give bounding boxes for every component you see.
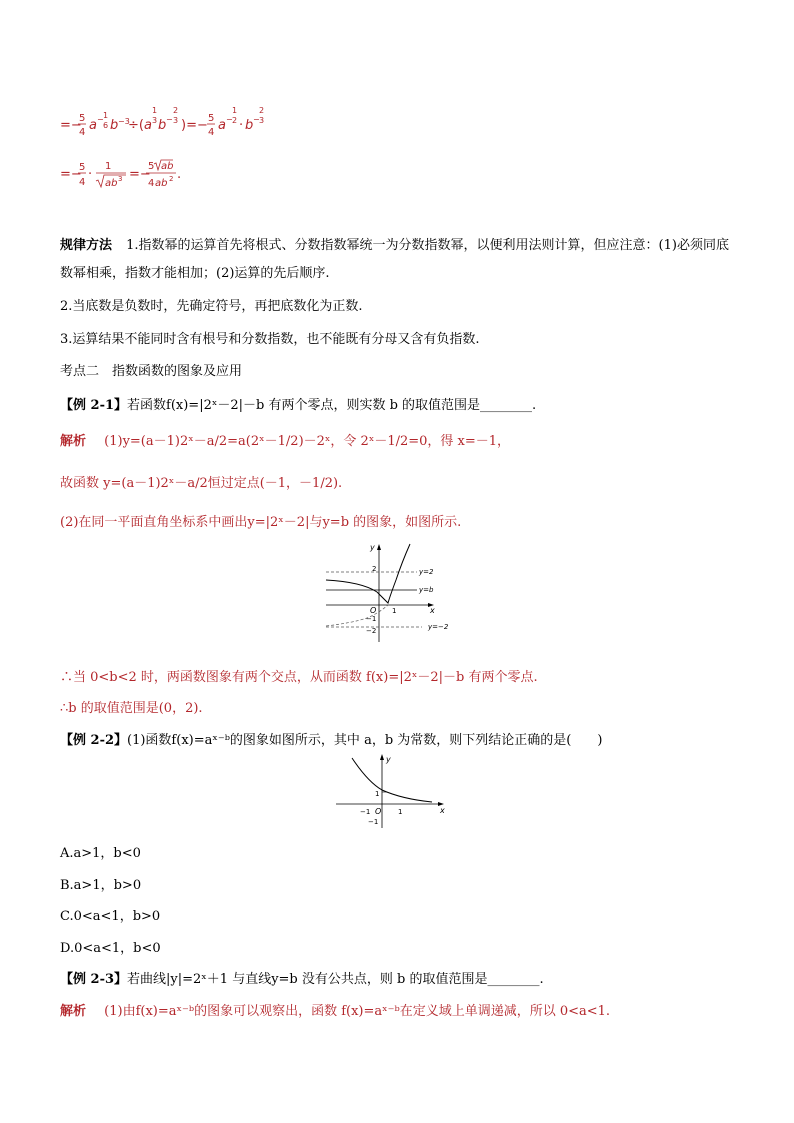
analysis-1-line-4: ∴当 0<b<2 时，两函数图象有两个交点，从而函数 f(x)=|2ˣ－2|－b 有两个零点.	[60, 670, 538, 685]
svg-text:5: 5	[79, 113, 86, 124]
svg-text:·: ·	[88, 167, 93, 182]
method-point-3: 3.运算结果不能同时含有根号和分数指数，也不能既有分母又含有负指数.	[60, 332, 480, 347]
graph-1-tick-neg1: −1	[366, 615, 377, 623]
analysis-1-line-5: ∴b 的取值范围是(0，2).	[60, 701, 203, 716]
analysis-2-label: 解析	[60, 1004, 87, 1019]
option-b: B.a>1，b>0	[60, 878, 142, 893]
example-2-2	[60, 729, 602, 748]
svg-text:2: 2	[169, 175, 174, 183]
example-2-1-text: 若函数f(x)=|2ˣ－2|－b 有两个零点，则实数 b 的取值范围是________.	[127, 398, 537, 413]
section-title: 考点二 指数函数的图象及应用	[60, 364, 243, 379]
svg-text:−: −	[226, 115, 233, 124]
graph-2-tick-x1: 1	[398, 808, 403, 816]
svg-text:a: a	[218, 118, 226, 133]
svg-text:3: 3	[118, 175, 123, 183]
graph-1-x-label: x	[430, 606, 435, 615]
method-title: 规律方法	[60, 238, 113, 253]
svg-text:ab: ab	[161, 161, 174, 172]
graph-2-tick-xneg1: −1	[360, 808, 371, 816]
svg-text:1: 1	[105, 161, 112, 172]
graph-1-label-yb: y=b	[419, 586, 434, 594]
solution-line-1	[60, 104, 300, 144]
svg-text:=−: =−	[60, 118, 82, 133]
analysis-1-label: 解析	[60, 434, 87, 449]
svg-text:2: 2	[173, 106, 179, 115]
graph-1-tick-1: 1	[392, 607, 397, 615]
graph-1-tick-neg2: −2	[366, 627, 377, 635]
svg-text:5: 5	[79, 162, 86, 173]
method-point-2: 2.当底数是负数时，先确定符号，再把底数化为正数.	[60, 299, 363, 314]
svg-text:3: 3	[173, 116, 179, 125]
analysis-2-text: (1)由f(x)=aˣ⁻ᵇ的图象可以观察出，函数 f(x)=aˣ⁻ᵇ在定义域上单调递减，所以 0<a<1.	[104, 1004, 611, 1019]
svg-text:a: a	[89, 118, 97, 133]
graph-2-svg	[332, 752, 448, 832]
svg-text:3: 3	[259, 116, 265, 125]
svg-text:1: 1	[152, 106, 158, 115]
svg-text:5: 5	[148, 161, 155, 172]
solution-line-2	[60, 152, 230, 196]
svg-text:6: 6	[103, 121, 109, 130]
graph-1-label-yneg2: y=−2	[428, 623, 449, 631]
svg-text:b: b	[158, 118, 167, 133]
svg-text:=−: =−	[129, 167, 151, 182]
analysis-1-line-2: 故函数 y=(a－1)2ˣ－a/2恒过定点(－1，－1/2).	[60, 476, 343, 491]
option-a: A.a>1，b<0	[60, 846, 141, 861]
analysis-1-line-1-text: (1)y=(a－1)2ˣ－a/2=a(2ˣ－1/2)－2ˣ，令 2ˣ－1/2=0，得 x=－1，	[104, 434, 511, 449]
option-d: D.0<a<1，b<0	[60, 941, 161, 956]
svg-text:4: 4	[79, 177, 86, 188]
graph-1-label-y2: y=2	[419, 568, 434, 576]
svg-text:b: b	[245, 118, 254, 133]
svg-text:·: ·	[239, 118, 244, 133]
graph-1	[322, 538, 462, 644]
svg-text:ab: ab	[105, 178, 118, 189]
svg-text:−: −	[253, 115, 260, 124]
graph-1-abs-curve	[326, 544, 410, 603]
analysis-1-line-1	[60, 430, 510, 449]
example-2-3	[60, 968, 544, 987]
svg-text:÷(: ÷(	[128, 118, 144, 133]
graph-2	[332, 752, 448, 832]
solution-line-2-formula	[60, 152, 230, 196]
graph-2-tick-neg1: −1	[368, 818, 379, 826]
graph-2-x-label: x	[440, 806, 445, 815]
analysis-2	[60, 1000, 610, 1019]
svg-text:.: .	[177, 167, 182, 182]
svg-text:)=−: )=−	[181, 118, 208, 133]
example-2-1	[60, 394, 536, 413]
graph-2-curve	[352, 758, 432, 802]
graph-1-tick-2: 2	[372, 565, 377, 573]
example-2-2-label: 【例 2-2】	[60, 733, 128, 748]
method-paragraph-1	[60, 232, 740, 288]
example-2-3-text: 若曲线|y|=2ˣ＋1 与直线y=b 没有公共点，则 b 的取值范围是________.	[127, 972, 544, 987]
svg-text:=−: =−	[60, 167, 82, 182]
svg-text:2: 2	[259, 106, 265, 115]
svg-text:ab: ab	[155, 178, 168, 189]
svg-text:1: 1	[103, 111, 109, 120]
graph-1-y-label: y	[370, 543, 375, 552]
analysis-1-line-3: (2)在同一平面直角坐标系中画出y=|2ˣ－2|与y=b 的图象，如图所示.	[60, 515, 462, 530]
example-2-1-label: 【例 2-1】	[60, 398, 128, 413]
svg-text:3: 3	[152, 116, 158, 125]
svg-text:a: a	[144, 118, 152, 133]
svg-text:2: 2	[232, 116, 238, 125]
graph-1-y-arrow	[377, 544, 381, 550]
svg-text:−: −	[97, 115, 104, 124]
graph-2-tick-1: 1	[375, 790, 380, 798]
solution-line-1-formula	[60, 104, 300, 144]
graph-2-origin-label: O	[375, 807, 382, 816]
svg-text:4: 4	[79, 127, 86, 138]
method-point-1: 1.指数幂的运算首先将根式、分数指数幂统一为分数指数幂，以便利用法则计算，但应注意：(1)必须同底数幂相乘，指数才能相加；(2)运算的先后顺序.	[60, 238, 729, 281]
graph-2-y-label: y	[386, 755, 391, 764]
svg-text:5: 5	[208, 113, 215, 124]
svg-text:1: 1	[232, 106, 238, 115]
graph-2-y-arrow	[380, 754, 384, 760]
graph-1-svg	[322, 538, 462, 644]
svg-text:−3: −3	[118, 117, 130, 126]
graph-1-origin-label: O	[370, 606, 377, 615]
svg-text:b: b	[110, 118, 119, 133]
option-c: C.0<a<1，b>0	[60, 909, 161, 924]
example-2-3-label: 【例 2-3】	[60, 972, 128, 987]
svg-text:−: −	[166, 115, 173, 124]
svg-text:4: 4	[208, 127, 215, 138]
example-2-2-text: (1)函数f(x)=aˣ⁻ᵇ的图象如图所示，其中 a，b 为常数，则下列结论正确的是( )	[127, 733, 603, 748]
svg-text:4: 4	[148, 178, 155, 189]
